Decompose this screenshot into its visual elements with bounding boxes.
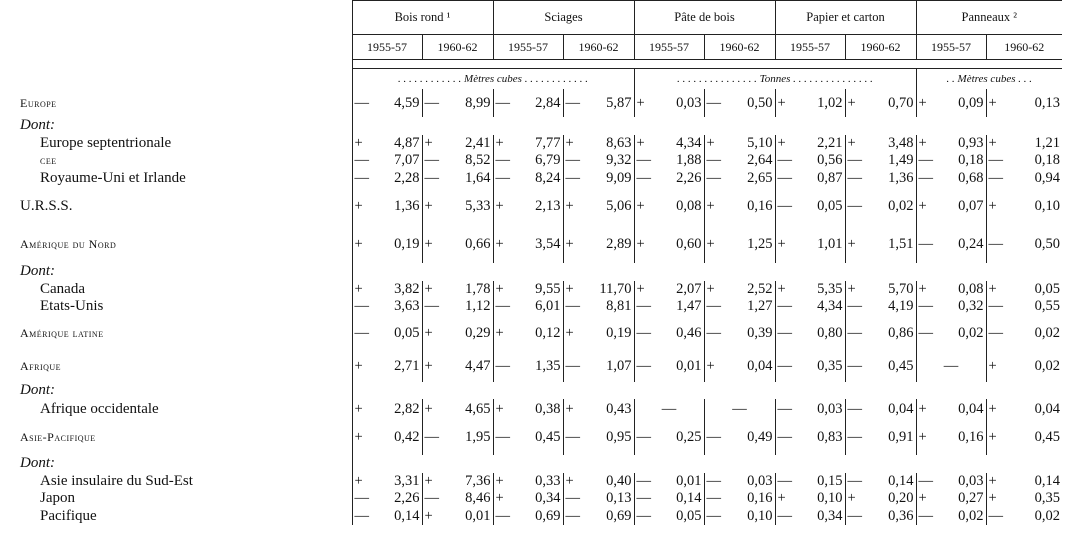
group-header: Bois rond ¹ bbox=[352, 1, 493, 35]
value-cell: + 0,07 bbox=[916, 187, 986, 225]
unit-label: . . . . . . . . . . . . Mètres cubes . . . . . . . . . . . . bbox=[352, 69, 634, 90]
year-header: 1955-57 bbox=[916, 35, 986, 60]
dont-row bbox=[0, 117, 1062, 135]
value-cell: — 0,02 bbox=[845, 187, 916, 225]
row-label: Asie-Pacifique bbox=[20, 429, 96, 444]
year-header: 1955-57 bbox=[634, 35, 704, 60]
value-cell: — 1,27 bbox=[704, 298, 775, 316]
group-header: Pâte de bois bbox=[634, 1, 775, 35]
year-header: 1955-57 bbox=[775, 35, 845, 60]
value-cell: — 0,04 bbox=[845, 399, 916, 419]
value-cell: — 2,28 bbox=[352, 170, 422, 188]
value-cell: + 2,07 bbox=[634, 281, 704, 299]
year-header: 1955-57 bbox=[352, 35, 422, 60]
table-row bbox=[0, 419, 1062, 455]
value-cell: — 0,94 bbox=[988, 169, 1061, 186]
value-cell: + 2,52 bbox=[704, 281, 775, 299]
value-cell: — 2,65 bbox=[704, 170, 775, 188]
value-cell: — 0,03 bbox=[916, 473, 986, 491]
value-cell: — 0,24 bbox=[916, 225, 986, 263]
value-cell: + 1,36 bbox=[352, 187, 422, 225]
value-cell: + 0,43 bbox=[563, 399, 634, 419]
value-cell: — 2,84 bbox=[493, 89, 563, 117]
value-cell: + 0,01 bbox=[422, 508, 493, 526]
value-cell: — 8,99 bbox=[422, 89, 493, 117]
unit-row bbox=[0, 69, 1062, 90]
value-cell: — 1,47 bbox=[634, 298, 704, 316]
value-cell: — 0,56 bbox=[775, 152, 845, 170]
value-cell: + 5,70 bbox=[845, 281, 916, 299]
value-cell: — 1,36 bbox=[845, 170, 916, 188]
year-header: 1960-62 bbox=[563, 35, 634, 60]
value-cell: — 0,14 bbox=[845, 473, 916, 491]
table-row bbox=[0, 399, 1062, 419]
group-header: Panneaux ² bbox=[916, 1, 1062, 35]
value-cell: — 1,35 bbox=[493, 352, 563, 382]
value-cell: + 0,66 bbox=[422, 225, 493, 263]
table-row bbox=[0, 316, 1062, 352]
value-cell: — bbox=[916, 352, 986, 382]
value-cell: + 0,70 bbox=[845, 89, 916, 117]
value-cell: + 0,35 bbox=[988, 490, 1061, 507]
value-cell: + 0,08 bbox=[634, 187, 704, 225]
value-cell: — 0,02 bbox=[988, 507, 1061, 524]
value-cell: + 5,06 bbox=[563, 187, 634, 225]
value-cell: — 0,32 bbox=[916, 298, 986, 316]
value-cell: — 7,07 bbox=[352, 152, 422, 170]
value-cell: — 0,02 bbox=[916, 508, 986, 526]
value-cell: + 4,87 bbox=[352, 135, 422, 153]
dont-row bbox=[0, 263, 1062, 281]
table-row bbox=[0, 89, 1062, 117]
value-cell: — 0,68 bbox=[916, 170, 986, 188]
value-cell: — 0,80 bbox=[775, 316, 845, 352]
table-row bbox=[0, 473, 1062, 491]
value-cell: — 1,49 bbox=[845, 152, 916, 170]
value-cell: — 8,46 bbox=[422, 490, 493, 508]
value-cell: — 0,34 bbox=[775, 508, 845, 526]
row-label: Amérique latine bbox=[20, 326, 104, 340]
value-cell: — 0,03 bbox=[775, 399, 845, 419]
value-cell: + 0,05 bbox=[988, 280, 1061, 297]
value-cell: + 3,31 bbox=[352, 473, 422, 491]
row-label: Japon bbox=[0, 490, 352, 508]
value-cell: — 0,10 bbox=[704, 508, 775, 526]
value-cell: — 6,79 bbox=[493, 152, 563, 170]
dont-row bbox=[0, 382, 1062, 400]
row-label: Pacifique bbox=[0, 508, 352, 526]
value-cell: + 1,78 bbox=[422, 281, 493, 299]
value-cell: — 0,05 bbox=[352, 316, 422, 352]
value-cell: — 0,86 bbox=[845, 316, 916, 352]
value-cell: + 9,55 bbox=[493, 281, 563, 299]
value-cell: — 0,18 bbox=[916, 152, 986, 170]
value-cell: + 0,14 bbox=[988, 472, 1061, 489]
row-label: U.R.S.S. bbox=[0, 187, 352, 225]
value-cell: — 2,26 bbox=[634, 170, 704, 188]
value-cell: — 0,69 bbox=[563, 508, 634, 526]
value-cell: + 7,36 bbox=[422, 473, 493, 491]
row-label: Europe septentrionale bbox=[0, 135, 352, 153]
row-label: Amérique du Nord bbox=[20, 236, 117, 251]
value-cell: + 4,47 bbox=[422, 352, 493, 382]
value-cell: — 4,34 bbox=[775, 298, 845, 316]
value-cell: + 0,13 bbox=[988, 94, 1061, 111]
value-cell: — 4,59 bbox=[352, 89, 422, 117]
value-cell: — 0,02 bbox=[916, 316, 986, 352]
value-cell: — 1,12 bbox=[422, 298, 493, 316]
value-cell: + 0,42 bbox=[352, 419, 422, 455]
value-cell: + 11,70 bbox=[563, 281, 634, 299]
row-label: cee bbox=[40, 153, 57, 168]
value-cell: — 0,15 bbox=[775, 473, 845, 491]
value-cell: + 2,21 bbox=[775, 135, 845, 153]
table-row bbox=[0, 352, 1062, 382]
value-cell: + 5,35 bbox=[775, 281, 845, 299]
value-cell: — 0,55 bbox=[988, 298, 1061, 315]
value-cell: + 0,40 bbox=[563, 473, 634, 491]
value-cell: + 2,71 bbox=[352, 352, 422, 382]
value-cell: + 0,04 bbox=[916, 399, 986, 419]
year-header-row bbox=[0, 35, 1062, 60]
value-cell: + 0,04 bbox=[988, 400, 1061, 417]
value-cell: — 2,26 bbox=[352, 490, 422, 508]
value-cell: + 5,33 bbox=[422, 187, 493, 225]
value-cell: + 0,02 bbox=[988, 358, 1061, 374]
value-cell: — 8,52 bbox=[422, 152, 493, 170]
value-cell: — 0,05 bbox=[775, 187, 845, 225]
row-label: Canada bbox=[0, 281, 352, 299]
value-cell: + 4,34 bbox=[634, 135, 704, 153]
group-header: Papier et carton bbox=[775, 1, 916, 35]
value-cell: — 0,91 bbox=[845, 419, 916, 455]
value-cell: + 1,25 bbox=[704, 225, 775, 263]
group-header: Sciages bbox=[493, 1, 634, 35]
group-header-row bbox=[0, 1, 1062, 35]
value-cell: — 0,03 bbox=[704, 473, 775, 491]
value-cell: — 0,46 bbox=[634, 316, 704, 352]
value-cell: + 8,63 bbox=[563, 135, 634, 153]
value-cell: — 0,83 bbox=[775, 419, 845, 455]
value-cell: — 0,35 bbox=[775, 352, 845, 382]
value-cell: — 1,07 bbox=[563, 352, 634, 382]
value-cell: + 0,09 bbox=[916, 89, 986, 117]
table-row bbox=[0, 225, 1062, 263]
value-cell: — 1,88 bbox=[634, 152, 704, 170]
value-cell: — 4,19 bbox=[845, 298, 916, 316]
corner-cell bbox=[0, 1, 352, 35]
year-header: 1955-57 bbox=[493, 35, 563, 60]
value-cell: + 0,45 bbox=[988, 428, 1061, 445]
value-cell: + 0,93 bbox=[916, 135, 986, 153]
value-cell: — 0,50 bbox=[704, 89, 775, 117]
table-row bbox=[0, 170, 1062, 188]
value-cell: — 0,50 bbox=[988, 235, 1061, 252]
table-row bbox=[0, 187, 1062, 225]
value-cell: — 0,87 bbox=[775, 170, 845, 188]
value-cell: — 0,25 bbox=[634, 419, 704, 455]
value-cell: — 1,64 bbox=[422, 170, 493, 188]
value-cell: — 0,14 bbox=[352, 508, 422, 526]
value-cell: — 0,05 bbox=[634, 508, 704, 526]
row-label: Royaume-Uni et Irlande bbox=[0, 170, 352, 188]
table-row bbox=[0, 508, 1062, 526]
value-cell: + 0,12 bbox=[493, 316, 563, 352]
table-row bbox=[0, 152, 1062, 170]
value-cell: — 2,64 bbox=[704, 152, 775, 170]
value-cell: — 1,95 bbox=[422, 419, 493, 455]
dont-label: Dont: bbox=[0, 455, 352, 473]
value-cell: + 1,01 bbox=[775, 225, 845, 263]
value-cell: — 0,49 bbox=[704, 419, 775, 455]
value-cell: — 0,13 bbox=[563, 490, 634, 508]
value-cell: — 0,01 bbox=[634, 473, 704, 491]
year-header: 1960-62 bbox=[845, 35, 916, 60]
value-cell: + 3,82 bbox=[352, 281, 422, 299]
value-cell: + 2,82 bbox=[352, 399, 422, 419]
value-cell: + 0,27 bbox=[916, 490, 986, 508]
table-row bbox=[0, 135, 1062, 153]
value-cell: + 1,21 bbox=[988, 134, 1061, 151]
value-cell: — 6,01 bbox=[493, 298, 563, 316]
value-cell: + 0,19 bbox=[563, 316, 634, 352]
table-row bbox=[0, 281, 1062, 299]
value-cell: — 0,95 bbox=[563, 419, 634, 455]
value-cell: + 3,48 bbox=[845, 135, 916, 153]
row-label: Afrique bbox=[20, 359, 62, 373]
value-cell: + 0,34 bbox=[493, 490, 563, 508]
value-cell: + 0,29 bbox=[422, 316, 493, 352]
value-cell: + 0,16 bbox=[916, 419, 986, 455]
value-cell: — 0,01 bbox=[634, 352, 704, 382]
table-row bbox=[0, 490, 1062, 508]
value-cell: + 1,02 bbox=[775, 89, 845, 117]
value-cell: + 0,20 bbox=[845, 490, 916, 508]
value-cell: + 0,10 bbox=[988, 197, 1061, 214]
value-cell: + 0,10 bbox=[775, 490, 845, 508]
dont-label: Dont: bbox=[0, 263, 352, 281]
value-cell: — 8,81 bbox=[563, 298, 634, 316]
value-cell: + 2,89 bbox=[563, 225, 634, 263]
row-label: Asie insulaire du Sud-Est bbox=[0, 473, 352, 491]
value-cell: + 7,77 bbox=[493, 135, 563, 153]
value-cell: — 5,87 bbox=[563, 89, 634, 117]
value-cell: — 0,36 bbox=[845, 508, 916, 526]
value-cell: — bbox=[634, 399, 704, 419]
value-cell: + 0,04 bbox=[704, 352, 775, 382]
value-cell: — 9,32 bbox=[563, 152, 634, 170]
value-cell: — 0,14 bbox=[634, 490, 704, 508]
value-cell: — 0,45 bbox=[845, 352, 916, 382]
year-header: 1960-62 bbox=[704, 35, 775, 60]
value-cell: — 9,09 bbox=[563, 170, 634, 188]
value-cell: + 0,33 bbox=[493, 473, 563, 491]
value-cell: — 8,24 bbox=[493, 170, 563, 188]
value-cell: + 0,19 bbox=[352, 225, 422, 263]
dont-label: Dont: bbox=[0, 382, 352, 400]
year-header: 1960-62 bbox=[422, 35, 493, 60]
value-cell: + 0,03 bbox=[634, 89, 704, 117]
value-cell: + 5,10 bbox=[704, 135, 775, 153]
value-cell: — 0,18 bbox=[988, 152, 1061, 169]
value-cell: — 0,02 bbox=[988, 325, 1061, 341]
dont-label: Dont: bbox=[0, 117, 352, 135]
value-cell: + 2,13 bbox=[493, 187, 563, 225]
value-cell: + 2,41 bbox=[422, 135, 493, 153]
value-cell: — bbox=[704, 399, 775, 419]
value-cell: — 0,16 bbox=[704, 490, 775, 508]
table-row bbox=[0, 298, 1062, 316]
value-cell: + 4,65 bbox=[422, 399, 493, 419]
row-label: Europe bbox=[20, 95, 57, 110]
value-cell: + 0,60 bbox=[634, 225, 704, 263]
value-cell: — 0,39 bbox=[704, 316, 775, 352]
row-label: Etats-Unis bbox=[0, 298, 352, 316]
value-cell: + 3,54 bbox=[493, 225, 563, 263]
value-cell: + 0,08 bbox=[916, 281, 986, 299]
value-cell: — 3,63 bbox=[352, 298, 422, 316]
year-header: 1960-62 bbox=[986, 35, 1062, 60]
value-cell: — 0,45 bbox=[493, 419, 563, 455]
unit-label: . . Mètres cubes . . . bbox=[916, 69, 1062, 90]
unit-label: . . . . . . . . . . . . . . . Tonnes . . . . . . . . . . . . . . . bbox=[634, 69, 916, 90]
value-cell: + 0,38 bbox=[493, 399, 563, 419]
row-label: Afrique occidentale bbox=[0, 399, 352, 419]
dont-row bbox=[0, 455, 1062, 473]
value-cell: + 1,51 bbox=[845, 225, 916, 263]
value-cell: + 0,16 bbox=[704, 187, 775, 225]
value-cell: — 0,69 bbox=[493, 508, 563, 526]
